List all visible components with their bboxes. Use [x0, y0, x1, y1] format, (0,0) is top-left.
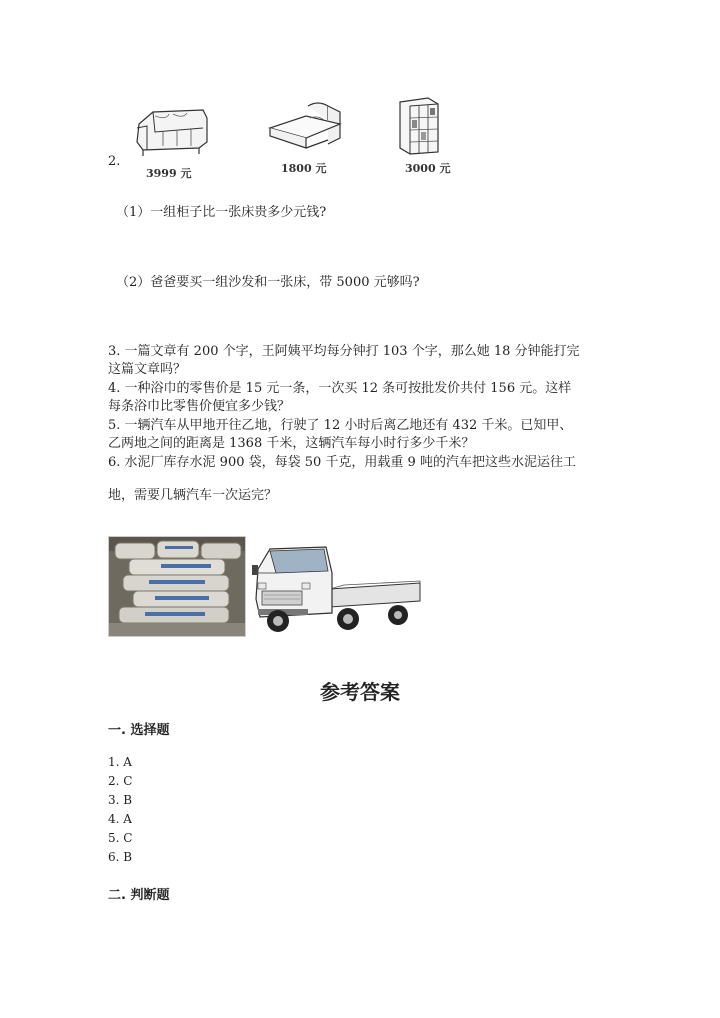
- answer-item: 6. B: [108, 850, 133, 864]
- answers-title: 参考答案: [320, 680, 400, 704]
- question-5-line2: 乙两地之间的距离是 1368 千米，这辆汽车每小时行多少千米？: [108, 436, 475, 451]
- cabinet-price: 3000 元: [405, 162, 451, 175]
- sofa-icon: [133, 102, 209, 160]
- section-heading-choice: 一. 选择题: [108, 723, 170, 738]
- question-6-line2: 地，需要几辆汽车一次运完？: [108, 488, 278, 503]
- question-4-line1: 4. 一种浴巾的零售价是 15 元一条，一次买 12 条可按批发价共付 156 元。这样: [108, 381, 572, 396]
- bed-icon: [266, 100, 346, 152]
- question-3-line2: 这篇文章吗？: [108, 362, 187, 377]
- cabinet-icon: [396, 96, 442, 156]
- question-6-line1: 6. 水泥厂库存水泥 900 袋，每袋 50 千克，用载重 9 吨的汽车把这些水泥运往工: [108, 455, 576, 470]
- sub-question-2: （2）爸爸要买一组沙发和一张床，带 5000 元够吗?: [116, 275, 420, 290]
- truck-photo: [248, 543, 424, 635]
- bed-price: 1800 元: [281, 162, 327, 175]
- answer-item: 4. A: [108, 812, 132, 826]
- cement-bags-photo: [108, 536, 246, 637]
- answer-item: 5. C: [108, 831, 133, 845]
- question-4-line2: 每条浴巾比零售价便宜多少钱？: [108, 399, 291, 414]
- question-number: 2.: [108, 154, 121, 169]
- sofa-price: 3999 元: [146, 167, 192, 180]
- question-3-line1: 3. 一篇文章有 200 个字，王阿姨平均每分钟打 103 个字，那么她 18 分钟能打完: [108, 344, 580, 359]
- answer-item: 1. A: [108, 755, 132, 769]
- question-5-line1: 5. 一辆汽车从甲地开往乙地，行驶了 12 小时后离乙地还有 432 千米。已知甲、: [108, 418, 573, 433]
- sub-question-1: （1）一组柜子比一张床贵多少元钱?: [116, 205, 327, 220]
- answer-item: 2. C: [108, 774, 133, 788]
- answer-item: 3. B: [108, 793, 133, 807]
- section-heading-judge: 二. 判断题: [108, 888, 170, 903]
